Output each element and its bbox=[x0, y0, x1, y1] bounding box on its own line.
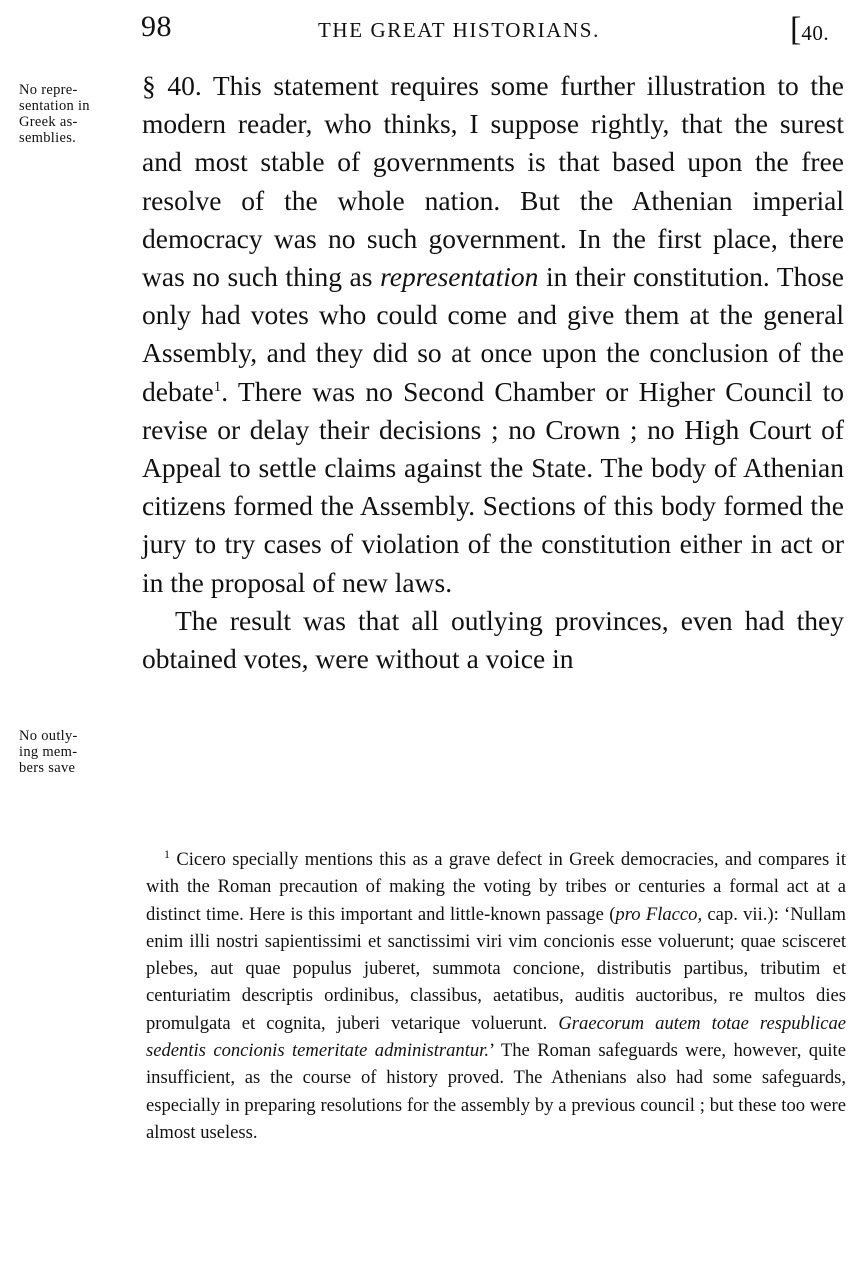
sidenote-representation bbox=[19, 82, 137, 146]
running-title: THE GREAT HISTORIANS. bbox=[318, 18, 600, 42]
paragraph-result: The result was that all outlying provinces, even had they obtained votes, were without a voice in bbox=[142, 604, 844, 675]
footnote-italic-quote: Graecorum autem totae respublicae sedentis concionis temeritate administrantur. bbox=[146, 1012, 846, 1062]
footnote-marker: 1 bbox=[213, 378, 222, 395]
running-header bbox=[0, 6, 868, 46]
footnote-text bbox=[146, 846, 846, 1146]
sidenote-line: No repre- bbox=[19, 82, 78, 98]
paragraph-section-40 bbox=[142, 67, 844, 602]
footnote-part-c: ’ The Roman safeguards were, however, quite insufficient, as the course of history proved. The Athenians also had some safeguards, especially in preparing resolutions for the assembly by a previous council ; but these too were almost useless. bbox=[146, 1040, 846, 1143]
sidenote-line: Greek as- bbox=[19, 114, 78, 130]
section-number: 40. bbox=[801, 21, 830, 45]
main-text bbox=[142, 67, 844, 678]
sidenote-line: ing mem- bbox=[19, 744, 78, 760]
sidenote-line: No outly- bbox=[19, 728, 78, 744]
sidenote-line: sentation in bbox=[19, 98, 90, 114]
emphasis-representation: representation bbox=[380, 261, 539, 293]
section-bracket: [ bbox=[790, 11, 802, 48]
section-reference bbox=[790, 11, 829, 49]
footnote-part-a: Cicero specially mentions this as a grave defect in Greek democracies, and compares it with the Roman precaution of making the voting by tribes or centuries a formal act at a distinct time. Here is this important and little-known passage ( bbox=[146, 849, 846, 925]
footnote-number: 1 bbox=[164, 846, 170, 861]
para1-end: . There was no Second Chamber or Higher Council to revise or delay their decisions ; no Crown ; no High Court of Appeal to settle claims against the State. The body of Athenian citizens formed the Assembly. Sections of this body formed the jury to try cases of violation of the constitution either in act or in the proposal of new laws. bbox=[142, 375, 844, 598]
page-number: 98 bbox=[141, 10, 172, 43]
footnote bbox=[146, 846, 846, 1146]
sidenote-line: bers save bbox=[19, 760, 76, 776]
sidenote-outlying-members bbox=[19, 728, 137, 776]
para1-middle: in their constitution. Those only had votes who could come and give them at the general Assembly, and they did so at once upon the conclusion of the debate bbox=[142, 261, 844, 407]
footnote-part-b: cap. vii.): ‘Nullam enim illi nostri sapientissimi et sanctissimi viri vim concionis esse voluerunt; quae scisceret plebes, aut quae populus juberet, summota concione, distributis partibus, tributim et centuriatim descriptis ordinibus, classibus, aetatibus, auditis auctoribus, re multos dies promulgata et cognita, juberi vetarique voluerunt. bbox=[146, 903, 847, 1034]
sidenote-line: semblies. bbox=[19, 130, 77, 146]
footnote-italic-title: pro Flacco, bbox=[615, 903, 703, 925]
para1-start: § 40. This statement requires some further illustration to the modern reader, who thinks, I suppose rightly, that the surest and most stable of governments is that based upon the free resolve of the whole nation. But the Athenian imperial democracy was no such government. In the first place, there was no such thing as bbox=[142, 70, 844, 293]
